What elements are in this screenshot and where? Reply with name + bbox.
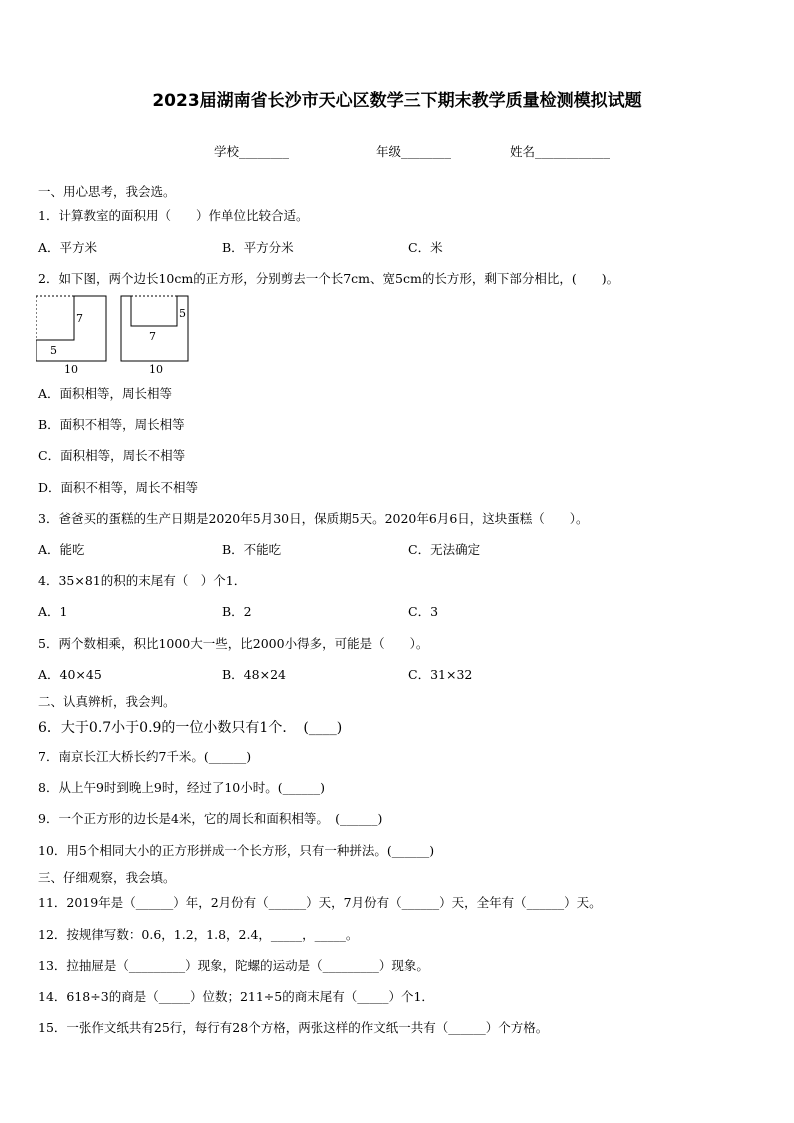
grade-field: 年级________ [376,144,452,159]
question-11: 11．2019年是（______）年，2月份有（______）天，7月份有（______）天，全年有（______）天。 [38,895,602,910]
question-15: 15．一张作文纸共有25行，每行有28个方格，两张这样的作文纸一共有（______）个方格。 [38,1020,549,1035]
section-1-heading: 一、用心思考，我会选。 [38,184,176,199]
question-1-option-a: A．平方米 [38,240,98,255]
figure-left-square [36,296,106,376]
question-5-stem: 5．两个数相乘，积比1000大一些，比2000小得多，可能是（ ）。 [38,636,429,651]
figure-left-label-7: 7 [76,312,83,325]
question-2-option-b: B．面积不相等，周长相等 [38,417,185,432]
figure-right-label-10: 10 [149,363,163,376]
figure-right-label-5: 5 [179,307,186,320]
question-5-option-b: B．48×24 [222,667,286,682]
page-title: 2023届湖南省长沙市天心区数学三下期末教学质量检测模拟试题 [152,91,642,111]
question-12: 12．按规律写数：0.6，1.2，1.8，2.4，_____，_____。 [38,927,359,942]
question-13: 13．拉抽屉是（_________）现象，陀螺的运动是（_________）现象。 [38,958,429,973]
question-2-stem: 2．如下图，两个边长10cm的正方形，分别剪去一个长7cm、宽5cm的长方形，剩下部分相比，( )。 [38,271,620,286]
figure-right-square [121,296,188,376]
question-2-figure [36,292,216,378]
question-10: 10．用5个相同大小的正方形拼成一个长方形，只有一种拼法。(______) [38,843,435,858]
question-4-option-b: B．2 [222,604,252,619]
question-8: 8．从上午9时到晚上9时，经过了10小时。(______) [38,780,326,795]
question-3-option-a: A．能吃 [38,542,85,557]
question-14: 14．618÷3的商是（_____）位数；211÷5的商末尾有（_____）个1． [38,989,434,1004]
question-4-option-c: C．3 [408,604,439,619]
figure-left-label-5: 5 [50,344,57,357]
question-6: 6．大于0.7小于0.9的一位小数只有1个． (____) [38,720,343,736]
school-field: 学校________ [214,144,290,159]
section-2-heading: 二、认真辨析，我会判。 [38,694,176,709]
question-3-stem: 3．爸爸买的蛋糕的生产日期是2020年5月30日，保质期5天。2020年6月6日，这块蛋糕（ ）。 [38,511,589,526]
question-9: 9．一个正方形的边长是4米，它的周长和面积相等。 (______) [38,811,383,826]
question-3-option-b: B．不能吃 [222,542,282,557]
question-3-option-c: C．无法确定 [408,542,481,557]
question-2-option-c: C．面积相等，周长不相等 [38,448,186,463]
question-1-option-c: C．米 [408,240,443,255]
question-5-option-c: C．31×32 [408,667,473,682]
section-3-heading: 三、仔细观察，我会填。 [38,870,176,885]
question-1-option-b: B．平方分米 [222,240,294,255]
question-1-stem: 1．计算教室的面积用（ ）作单位比较合适。 [38,208,309,223]
figure-right-label-7: 7 [149,330,156,343]
name-field: 姓名____________ [510,144,611,159]
question-4-stem: 4．35×81的积的末尾有（ ）个1． [38,573,247,588]
question-2-option-d: D．面积不相等，周长不相等 [38,480,199,495]
question-7: 7．南京长江大桥长约7千米。(______) [38,749,252,764]
question-5-option-a: A．40×45 [38,667,102,682]
figure-left-label-10: 10 [64,363,78,376]
question-2-option-a: A．面积相等，周长相等 [38,386,173,401]
question-4-option-a: A．1 [38,604,68,619]
